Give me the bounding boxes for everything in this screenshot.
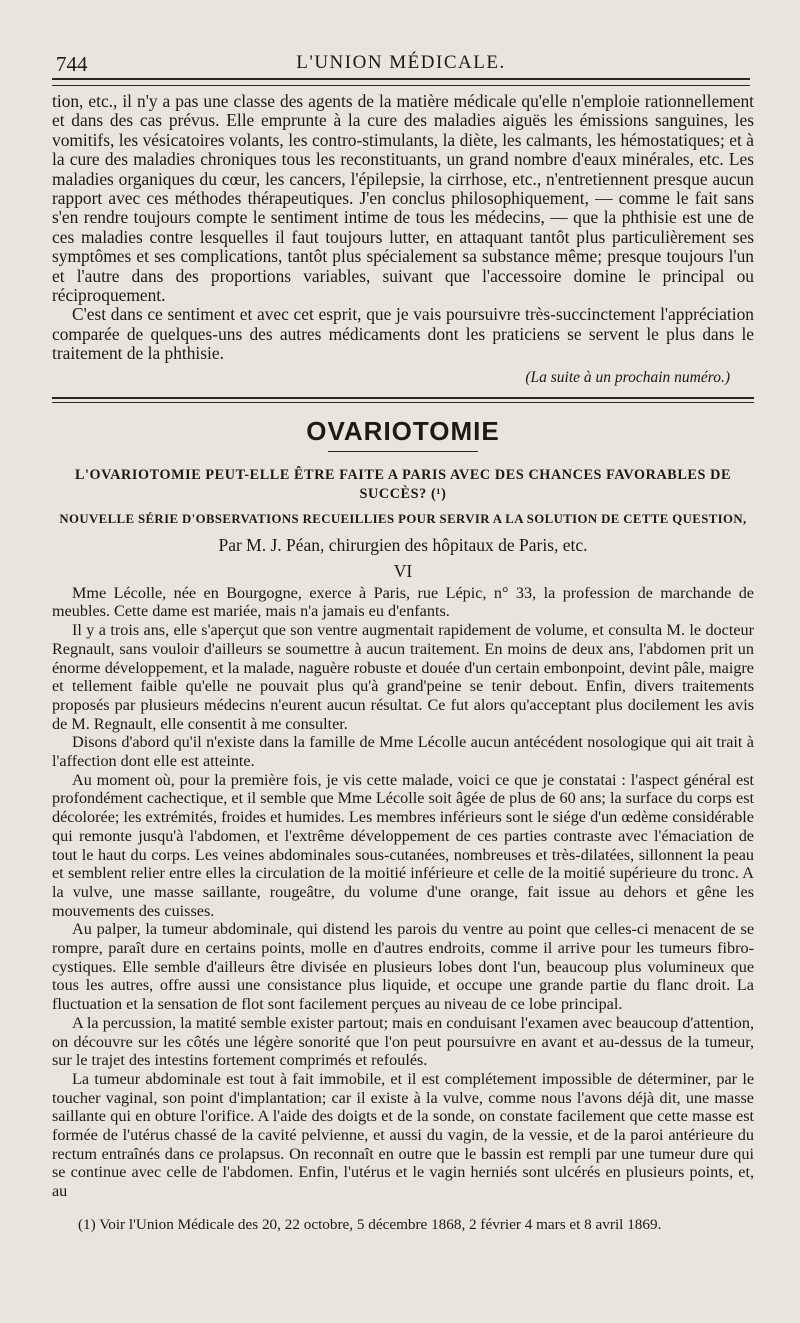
continued-paragraph: tion, etc., il n'y a pas une classe des agents de la matière médicale qu'elle n'emploie rationnellement et dans des cas prévus. Elle emprunte à la cure des maladies aiguës les émissions sanguines, les vomitifs, les vésicatoires volants, les contro-stimulants, la diète, les calmants, les hémostatiques; et à la cure des maladies chroniques tous les reconstituants, un grand nombre d'eaux minérales, etc. Les maladies organiques du cœur, les cancers, l'épilepsie, la cirrhose, etc., n'entretiennent presque aucun rapport avec ces méthodes thérapeutiques. J'en conclus philosophiquement, — comme le fait sans s'en rendre toujours compte le sentiment intime de tous les médecins, — que la phthisie est une de ces maladies contre lesquelles il faut toujours lutter, en attaquant tantôt plus particulièrement ses symptômes et ses complications, tantôt plus spécialement sa substance même; presque toujours l'un et l'autre dans des proportions variables, suivant que l'accessoire domine le principal ou réciproquement.: [52, 91, 754, 306]
observation-number: VI: [393, 560, 413, 581]
article-paragraph: Au moment où, pour la première fois, je vis cette malade, voici ce que je constatai : l'aspect général est profondément cachectique, et il semble que Mme Lécolle soit âgée de plus de 60 ans; la surface du corps est décolorée; les extrémités, froides et humides. Les membres inférieurs sont le siége d'un œdème considérable qui remonte jusqu'à l'abdomen, et l'extrême développement de ces parties contraste avec l'émaciation de tout le haut du corps. Les veines abdominales sous-cutanées, nombreuses et très-dilatées, sillonnent la peau et semblent relier entre elles la circulation de la moitié inférieure et celle de la moitié supérieure du tronc. A la vulve, une masse saillante, rougeâtre, du volume d'une orange, fait issue au dehors et gêne les mouvements des cuisses.: [52, 770, 754, 920]
article-question-title: L'OVARIOTOMIE PEUT-ELLE ÊTRE FAITE A PARIS AVEC DES CHANCES FAVORABLES DE SUCCÈS? (¹): [74, 466, 732, 502]
to-be-continued-note: (La suite à un prochain numéro.): [525, 368, 730, 386]
article-paragraph: La tumeur abdominale est tout à fait immobile, et il est complétement impossible de déterminer, par le toucher vaginal, son point d'implantation; car il existe à la vulve, comme nous l'avons déjà dit, une masse saillante qui en obture l'orifice. A l'aide des doigts et de la sonde, on constate facilement que cette masse est formée de l'utérus chassé de la cavité pelvienne, et aussi du vagin, de la vessie, et de la paroi antérieure du rectum entraînés dans ce prolapsus. On reconnaît en outre que le bassin est rempli par une tumeur dure qui se continue avec celle de l'abdomen. Enfin, l'utérus et le vagin herniés sont ulcérés en plusieurs points, et, au: [52, 1069, 754, 1201]
section-divider-inner: [52, 402, 754, 403]
article-paragraph: A la percussion, la matité semble exister partout; mais en conduisant l'examen avec beaucoup d'attention, on découvre sur les côtés une légère sonorité que l'on peut poursuivre en avant et au-dessus de la tumeur, sur le trajet des intestins fortement comprimés et refoulés.: [52, 1013, 754, 1070]
footnote: (1) Voir l'Union Médicale des 20, 22 octobre, 5 décembre 1868, 2 février 4 mars et 8 avril 1869.: [78, 1215, 662, 1233]
article-paragraph: Au palper, la tumeur abdominale, qui distend les parois du ventre au point que celles-ci menacent de se rompre, paraît dure en certains points, molle en d'autres endroits, comme il arrive pour les tumeurs fibro-cystiques. Elle semble d'ailleurs être divisée en plusieurs lobes dont l'un, beaucoup plus volumineux que tous les autres, offre aussi une consistance plus liquide, et occupe une grande partie du flanc droit. La fluctuation et la sensation de flot sont facilement perçues au niveau de ce lobe principal.: [52, 920, 754, 1014]
article-subtitle: NOUVELLE SÉRIE D'OBSERVATIONS RECUEILLIES POUR SERVIR A LA SOLUTION DE CETTE QUESTION,: [59, 511, 747, 526]
continued-article: [52, 92, 754, 387]
continued-paragraph: C'est dans ce sentiment et avec cet esprit, que je vais poursuivre très-succinctement l'appréciation comparée de quelques-uns des autres médicaments dont les praticiens se servent le plus dans le traitement de la phthisie.: [52, 304, 754, 364]
page-number: 744: [56, 52, 88, 76]
running-header: [52, 48, 750, 80]
article-paragraph: Mme Lécolle, née en Bourgogne, exerce à Paris, rue Lépic, n° 33, la profession de marchande de meubles. Cette dame est mariée, mais n'a jamais eu d'enfants.: [52, 583, 754, 621]
header-rule: [52, 85, 750, 86]
article-body: [52, 584, 754, 1201]
section-divider: [52, 397, 754, 399]
section-title: OVARIOTOMIE: [306, 415, 500, 446]
title-underline: [328, 451, 478, 452]
article-paragraph: Il y a trois ans, elle s'aperçut que son ventre augmentait rapidement de volume, et consulta M. le docteur Regnault, sans vouloir d'ailleurs se soumettre à aucun traitement. En moins de deux ans, l'abdomen prit un énorme développement, et la malade, naguère robuste et douée d'un certain embonpoint, devint pâle, maigre et tellement faible qu'elle ne pouvait plus qu'à grand'peine se tenir debout. Enfin, divers traitements proposés par plusieurs médecins n'eurent aucun résultat. Ce fut alors qu'acceptant plus docilement les avis de M. Regnault, elle consentit à me consulter.: [52, 621, 754, 733]
article-paragraph: Disons d'abord qu'il n'existe dans la famille de Mme Lécolle aucun antécédent nosologique qui ait trait à l'affection dont elle est atteinte.: [52, 733, 754, 771]
article-byline: Par M. J. Péan, chirurgien des hôpitaux de Paris, etc.: [218, 534, 588, 555]
journal-title: L'UNION MÉDICALE.: [296, 52, 506, 73]
